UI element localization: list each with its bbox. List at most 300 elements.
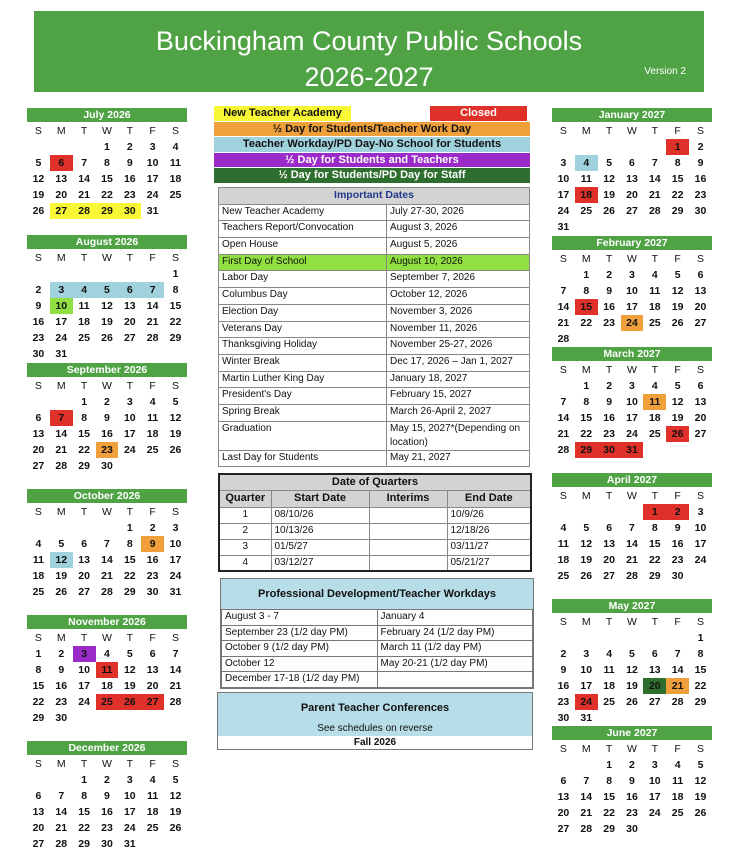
quarter-cell [369,555,447,571]
empty-cell [552,267,575,283]
month-aug [27,235,187,362]
day-cell: 12 [671,396,684,408]
quarter-cell: 10/13/26 [271,523,369,539]
day-cell: 18 [146,428,159,440]
day-cell: 13 [694,396,707,408]
day-cell: 25 [96,694,119,710]
month-dec [27,741,187,852]
event-date: November 11, 2026 [387,321,530,338]
day-cell: 15 [648,538,661,550]
quarters-table [218,473,532,572]
day-cell: 8 [81,790,88,802]
empty-cell [598,630,621,646]
pd-day: March 11 (1/2 day PM) [377,641,533,657]
table-row [219,238,530,255]
weekday-label: F [674,616,681,628]
month-title: September 2026 [27,363,187,377]
day-cell: 22 [671,189,684,201]
day-cell: 16 [557,680,570,692]
day-cell: 21 [146,316,159,328]
weekday-label: T [605,616,613,628]
empty-cell [27,772,50,788]
day-cell: 2 [104,774,110,786]
day-cell: 3 [697,506,704,518]
event-date: July 27-30, 2026 [387,204,530,221]
day-cell: 26 [101,332,113,344]
event-name: Veterans Day [219,321,387,338]
day-cell: 14 [626,538,638,550]
day-cell: 26 [169,444,182,456]
table-row [219,388,530,405]
pd-day: September 23 (1/2 day PM) [222,625,378,641]
day-cell: 22 [78,444,90,456]
day-cell: 27 [78,586,90,598]
day-cell: 9 [606,396,613,408]
quarter-cell [369,523,447,539]
day-cell: 22 [648,554,661,566]
day-cell: 5 [172,774,179,786]
weekday-label: S [696,125,704,137]
day-cell: 15 [32,680,45,692]
legend-closed: Closed [430,106,527,121]
day-cell: 7 [674,648,681,660]
day-cell: 11 [147,790,159,802]
weekday-label: F [674,125,681,137]
weekday-label: T [80,380,88,392]
day-cell: 3 [651,759,658,771]
day-cell: 1 [583,380,590,392]
event-date: August 3, 2026 [387,221,530,238]
day-cell: 28 [626,570,638,582]
day-cell: 30 [671,570,684,582]
conferences-section [217,692,533,750]
quarters-header: Start Date [271,491,369,508]
empty-cell [27,266,50,282]
day-cell: 8 [651,522,658,534]
empty-cell [666,630,689,646]
day-cell: 23 [101,822,113,834]
table-row [219,271,530,288]
weekday-label: T [605,125,613,137]
event-date: March 26-April 2, 2027 [387,404,530,421]
day-cell: 28 [648,205,661,217]
empty-cell [598,139,621,155]
day-cell: 13 [32,806,45,818]
weekday-label: F [674,253,681,265]
day-cell: 16 [694,173,707,185]
day-cell: 25 [648,317,661,329]
day-cell: 5 [606,157,613,169]
weekday-label: T [80,252,88,264]
event-date: February 15, 2027 [387,388,530,405]
day-cell: 13 [123,300,136,312]
weekday-label: W [626,490,637,502]
day-cell: 27 [50,203,73,219]
weekday-label: F [149,125,156,137]
day-cell: 23 [32,332,45,344]
day-cell: 2 [666,504,689,520]
day-cell: 30 [55,712,68,724]
day-cell: 27 [557,823,570,835]
day-cell: 5 [674,269,681,281]
day-cell: 24 [575,694,598,710]
weekday-label: T [651,616,658,628]
day-cell: 2 [35,284,42,296]
weekday-label: M [56,758,66,770]
day-cell: 15 [169,300,182,312]
day-cell: 13 [32,428,45,440]
table-row [219,555,531,571]
weekday-label: T [651,364,658,376]
day-cell: 5 [126,648,133,660]
day-cell: 20 [32,822,45,834]
weekday-label: F [149,506,156,518]
day-cell: 12 [50,552,73,568]
weekday-label: T [80,758,88,770]
day-cell: 6 [606,522,613,534]
day-cell: 5 [96,282,119,298]
day-cell: 22 [580,428,593,440]
day-cell: 10 [694,522,707,534]
weekday-label: W [101,506,112,518]
weekday-label: T [126,252,133,264]
day-cell: 22 [580,317,593,329]
quarter-cell: 2 [219,523,271,539]
day-cell: 4 [104,648,110,660]
day-cell: 20 [557,807,570,819]
day-cell: 26 [694,807,707,819]
day-cell: 6 [560,775,567,787]
month-oct [27,489,187,600]
table-row [222,641,533,657]
day-cell: 7 [81,157,88,169]
day-cell: 17 [694,538,707,550]
month-nov [27,615,187,726]
day-cell: 24 [648,807,661,819]
day-cell: 29 [96,203,119,219]
day-cell: 4 [651,269,658,281]
weekday-label: M [581,253,591,265]
conferences-title: Parent Teacher Conferences [300,702,450,714]
day-cell: 1 [606,759,613,771]
weekday-label: S [559,253,567,265]
day-cell: 15 [78,428,90,440]
pd-day: October 9 (1/2 day PM) [222,641,378,657]
day-cell: 19 [694,791,707,803]
day-cell: 18 [648,412,661,424]
month-apr [552,473,712,584]
weekday-label: F [674,743,681,755]
weekday-label: S [171,758,179,770]
day-cell: 30 [146,586,159,598]
day-cell: 10 [146,157,159,169]
day-cell: 10 [78,664,90,676]
version-label: Version 2 [644,66,686,77]
day-cell: 3 [73,646,96,662]
day-cell: 29 [169,332,182,344]
weekday-label: S [559,616,567,628]
day-cell: 25 [603,696,615,708]
weekday-label: M [581,125,591,137]
month-title: August 2026 [27,235,187,249]
day-cell: 9 [35,300,42,312]
weekday-label: S [559,364,567,376]
day-cell: 7 [583,775,590,787]
day-cell: 10 [169,538,182,550]
weekday-label: W [626,743,637,755]
day-cell: 8 [104,157,110,169]
weekday-label: T [126,506,133,518]
weekday-label: M [56,380,66,392]
empty-cell [552,757,575,773]
quarters-header: Quarter [219,491,271,508]
weekday-label: W [626,616,637,628]
day-cell: 30 [598,442,621,458]
day-cell: 16 [146,554,159,566]
weekday-label: W [101,125,112,137]
quarters-header: End Date [447,491,531,508]
day-cell: 3 [172,522,179,534]
day-cell: 21 [580,807,593,819]
empty-cell [73,266,96,282]
day-cell: 6 [149,648,156,660]
legend-half-day-work-day: ½ Day for Students/Teacher Work Day [214,122,530,137]
day-cell: 29 [648,570,661,582]
day-cell: 30 [101,460,113,472]
empty-cell [643,139,666,155]
legend-half-day-students-teachers: ½ Day for Students and Teachers [214,153,530,168]
weekday-label: T [651,490,658,502]
weekday-label: T [126,125,133,137]
day-cell: 23 [123,189,136,201]
day-cell: 17 [626,412,638,424]
day-cell: 31 [146,205,159,217]
empty-cell [552,504,575,520]
important-dates-table [218,187,530,467]
day-cell: 27 [141,694,164,710]
day-cell: 23 [603,317,615,329]
day-cell: 12 [603,173,615,185]
weekday-label: S [696,253,704,265]
day-cell: 13 [648,664,661,676]
day-cell: 7 [141,282,164,298]
day-cell: 6 [50,155,73,171]
weekday-label: T [126,380,133,392]
weekday-label: M [581,364,591,376]
day-cell: 14 [55,428,68,440]
day-cell: 17 [146,173,159,185]
day-cell: 17 [648,791,661,803]
quarter-cell: 3 [219,539,271,555]
day-cell: 28 [73,203,96,219]
day-cell: 26 [55,586,68,598]
day-cell: 9 [141,536,164,552]
empty-cell [96,266,119,282]
day-cell: 11 [649,285,661,297]
day-cell: 13 [557,791,570,803]
day-cell: 23 [55,696,68,708]
day-cell: 2 [606,269,613,281]
weekday-label: S [34,252,42,264]
day-cell: 28 [671,696,684,708]
day-cell: 15 [101,173,113,185]
day-cell: 31 [621,442,644,458]
day-cell: 2 [149,522,156,534]
day-cell: 6 [35,790,42,802]
event-date: October 12, 2026 [387,288,530,305]
weekday-label: S [34,632,42,644]
day-cell: 31 [580,712,593,724]
day-cell: 18 [101,680,113,692]
day-cell: 27 [123,332,136,344]
day-cell: 20 [146,680,159,692]
day-cell: 8 [172,284,179,296]
day-cell: 13 [694,285,707,297]
empty-cell [552,630,575,646]
day-cell: 9 [606,285,613,297]
day-cell: 24 [626,428,638,440]
month-title: June 2027 [552,726,712,740]
day-cell: 1 [35,648,42,660]
day-cell: 6 [697,269,704,281]
day-cell: 19 [580,554,593,566]
event-name: President's Day [219,388,387,405]
day-cell: 23 [603,428,615,440]
weekday-label: F [674,490,681,502]
day-cell: 8 [697,648,704,660]
day-cell: 25 [671,807,684,819]
table-row [222,610,533,626]
table-row [219,523,531,539]
weekday-label: S [696,490,704,502]
empty-cell [27,520,50,536]
day-cell: 24 [146,189,159,201]
day-cell: 18 [603,680,615,692]
empty-cell [621,139,644,155]
day-cell: 14 [55,806,68,818]
day-cell: 5 [172,396,179,408]
quarter-cell: 03/11/27 [447,539,531,555]
day-cell: 4 [149,774,156,786]
day-cell: 27 [694,317,707,329]
day-cell: 19 [169,428,182,440]
weekday-label: S [34,506,42,518]
event-name: Election Day [219,304,387,321]
day-cell: 1 [697,632,704,644]
day-cell: 11 [78,300,90,312]
day-cell: 19 [671,301,684,313]
empty-cell [141,266,164,282]
day-cell: 28 [55,838,68,850]
day-cell: 2 [126,141,133,153]
weekday-label: F [149,632,156,644]
day-cell: 25 [32,586,45,598]
empty-cell [96,520,119,536]
table-row [219,507,531,523]
school-year: 2026-2027 [304,62,434,92]
day-cell: 11 [672,775,684,787]
pd-workdays-title: Professional Development/Teacher Workdays [221,579,533,609]
day-cell: 21 [101,570,113,582]
event-date: January 18, 2027 [387,371,530,388]
day-cell: 9 [629,775,635,787]
month-title: March 2027 [552,347,712,361]
month-title: December 2026 [27,741,187,755]
day-cell: 24 [621,315,644,331]
day-cell: 16 [626,791,638,803]
day-cell: 28 [580,823,593,835]
event-date: November 25-27, 2026 [387,338,530,355]
day-cell: 10 [580,664,593,676]
day-cell: 6 [35,412,42,424]
quarters-title: Date of Quarters [219,474,531,491]
weekday-label: T [605,490,613,502]
day-cell: 11 [603,664,615,676]
pd-day: December 17-18 (1/2 day PM) [222,672,378,688]
day-cell: 9 [560,664,567,676]
event-date: August 10, 2026 [387,254,530,271]
day-cell: 20 [643,678,666,694]
weekday-label: S [171,380,179,392]
day-cell: 7 [651,157,658,169]
weekday-label: T [80,506,88,518]
day-cell: 12 [123,664,136,676]
day-cell: 29 [671,205,684,217]
table-row [219,450,530,467]
day-cell: 10 [648,775,661,787]
day-cell: 4 [172,141,179,153]
weekday-label: T [80,632,88,644]
month-sep [27,363,187,474]
day-cell: 5 [35,157,42,169]
day-cell: 13 [626,173,638,185]
day-cell: 28 [146,332,159,344]
day-cell: 1 [104,141,110,153]
event-date: November 3, 2026 [387,304,530,321]
day-cell: 3 [149,141,156,153]
day-cell: 29 [78,838,90,850]
day-cell: 2 [629,759,635,771]
day-cell: 11 [96,662,119,678]
day-cell: 16 [603,412,615,424]
quarter-cell: 10/9/26 [447,507,531,523]
day-cell: 5 [674,380,681,392]
day-cell: 17 [78,680,90,692]
empty-cell [50,139,73,155]
month-feb [552,236,712,347]
weekday-label: W [101,758,112,770]
day-cell: 17 [557,189,570,201]
day-cell: 27 [32,460,45,472]
day-cell: 16 [32,316,45,328]
day-cell: 14 [648,173,661,185]
weekday-label: M [581,616,591,628]
day-cell: 10 [123,412,136,424]
table-row [219,338,530,355]
day-cell: 22 [78,822,90,834]
day-cell: 26 [671,317,684,329]
day-cell: 18 [557,554,570,566]
day-cell: 8 [35,664,42,676]
table-row [219,204,530,221]
day-cell: 24 [557,205,570,217]
empty-cell [643,630,666,646]
weekday-label: T [605,743,613,755]
day-cell: 22 [123,570,136,582]
day-cell: 18 [648,301,661,313]
day-cell: 18 [169,173,182,185]
day-cell: 21 [55,822,68,834]
